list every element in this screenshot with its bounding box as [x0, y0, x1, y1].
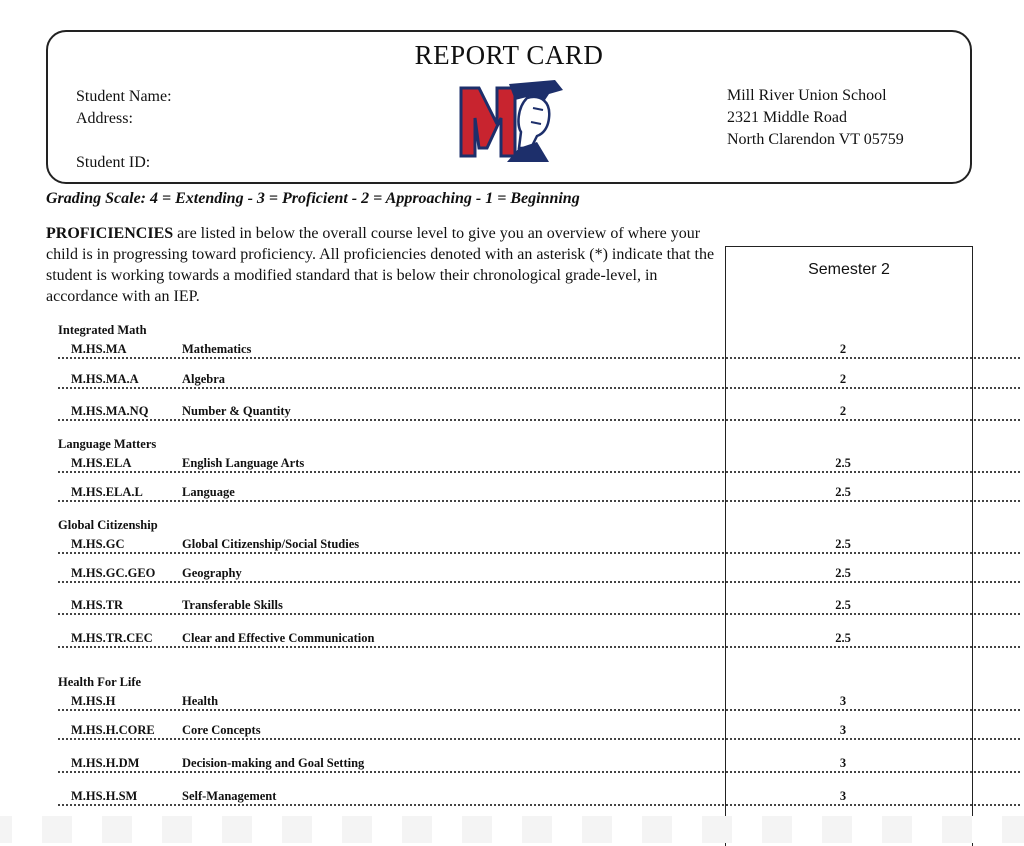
table-row — [0, 598, 1024, 618]
table-row — [0, 566, 1024, 586]
section-title: Global Citizenship — [58, 518, 158, 532]
address-label: Address: — [76, 110, 133, 127]
score: 2 — [839, 372, 847, 386]
row-divider — [58, 471, 1020, 473]
standard-code: M.HS.ELA — [71, 456, 132, 470]
row-divider — [58, 738, 1020, 740]
score: 3 — [839, 756, 847, 770]
school-name: Mill River Union School — [727, 87, 887, 104]
section-title: Language Matters — [58, 437, 157, 451]
school-city: North Clarendon VT 05759 — [727, 131, 904, 148]
row-divider — [58, 357, 1020, 359]
standard-code: M.HS.MA.A — [71, 372, 139, 386]
standard-name: Clear and Effective Communication — [182, 631, 375, 645]
standard-code: M.HS.MA.NQ — [71, 404, 149, 418]
standard-name: Core Concepts — [182, 723, 261, 737]
standard-code: M.HS.GC — [71, 537, 125, 551]
table-row — [0, 789, 1024, 809]
page-title: REPORT CARD — [414, 40, 604, 70]
table-row — [0, 694, 1024, 714]
row-divider — [58, 613, 1020, 615]
row-divider — [58, 804, 1020, 806]
standard-code: M.HS.H.SM — [71, 789, 138, 803]
standard-name: Number & Quantity — [182, 404, 291, 418]
intro-text: are listed in below the overall course level to give you an overview of where your child is in progressing toward proficiency. All proficiencies denoted with an asterisk (*) indicate that the student is working towards a modified standard that is below their chronological grade-level, in accordance with an IEP. — [46, 225, 715, 305]
standard-code: M.HS.TR.CEC — [71, 631, 153, 645]
score: 2.5 — [835, 566, 851, 580]
standard-name: Health — [182, 694, 219, 708]
score: 2.5 — [835, 537, 851, 551]
score: 3 — [839, 694, 847, 708]
row-divider — [58, 646, 1020, 648]
proficiencies-intro — [46, 223, 726, 307]
score: 2 — [839, 342, 847, 356]
school-street: 2321 Middle Road — [727, 109, 847, 126]
table-row — [0, 485, 1024, 505]
row-divider — [58, 419, 1020, 421]
row-divider — [58, 709, 1020, 711]
section-title: Health For Life — [58, 675, 142, 689]
report-card-header — [46, 30, 972, 184]
score: 2.5 — [835, 598, 851, 612]
standard-name: Mathematics — [182, 342, 252, 356]
standard-name: Transferable Skills — [182, 598, 283, 612]
standard-name: Algebra — [182, 372, 226, 386]
row-divider — [58, 552, 1020, 554]
section-title: Integrated Math — [58, 323, 147, 337]
standard-code: M.HS.H.DM — [71, 756, 140, 770]
standard-code: M.HS.ELA.L — [71, 485, 143, 499]
student-id-label: Student ID: — [76, 154, 151, 171]
row-divider — [58, 581, 1020, 583]
table-row — [0, 631, 1024, 651]
table-row — [0, 537, 1024, 557]
grading-scale: Grading Scale: 4 = Extending - 3 = Proficient - 2 = Approaching - 1 = Beginning — [46, 190, 580, 207]
standard-name: Global Citizenship/Social Studies — [182, 537, 360, 551]
score: 2 — [839, 404, 847, 418]
table-row — [0, 342, 1024, 362]
score: 2.5 — [835, 631, 851, 645]
standard-code: M.HS.H — [71, 694, 116, 708]
semester-label: Semester 2 — [808, 261, 890, 278]
table-row — [0, 404, 1024, 424]
table-row — [0, 456, 1024, 476]
row-divider — [58, 387, 1020, 389]
standard-name: Geography — [182, 566, 242, 580]
standard-code: M.HS.TR — [71, 598, 124, 612]
standard-code: M.HS.MA — [71, 342, 127, 356]
table-row — [0, 723, 1024, 743]
score: 3 — [839, 789, 847, 803]
score: 2.5 — [835, 456, 851, 470]
school-logo-icon — [457, 78, 567, 162]
standard-name: Self-Management — [182, 789, 277, 803]
standard-code: M.HS.H.CORE — [71, 723, 155, 737]
row-divider — [58, 500, 1020, 502]
table-row — [0, 372, 1024, 392]
school-address — [727, 85, 904, 151]
student-name-label: Student Name: — [76, 88, 172, 105]
standard-name: English Language Arts — [182, 456, 305, 470]
table-row — [0, 756, 1024, 776]
standard-name: Decision-making and Goal Setting — [182, 756, 365, 770]
standard-code: M.HS.GC.GEO — [71, 566, 156, 580]
score: 2.5 — [835, 485, 851, 499]
score: 3 — [839, 723, 847, 737]
page-edge-strip — [0, 816, 1024, 843]
standard-name: Language — [182, 485, 235, 499]
student-fields — [76, 86, 172, 174]
row-divider — [58, 771, 1020, 773]
intro-lead: PROFICIENCIES — [46, 225, 174, 242]
